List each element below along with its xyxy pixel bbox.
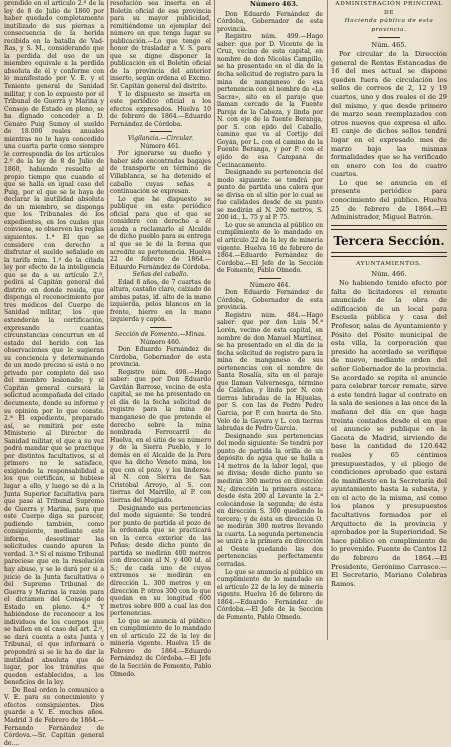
article-text: Lo que se anuncia al público en cumplimiento de lo mandado en el artículo 22 de la ley de minería vigente. Huelva 15 de Febrero de 1864.—Eduardo Fernández de Córdoba.—El Jefe de la Sección de Fomento, Pablo Olmedo. (110, 617, 211, 678)
article-text: Lo que se anuncia en el presente periódico para conocimiento del público. Huelva 25 de febrero de 1864.—El Administrador, Miguel Batrón. (331, 178, 447, 222)
notice-number: Número 461. (140, 142, 181, 150)
column-1 (4, 0, 104, 747)
notice-number: Núm. 466. (371, 270, 407, 279)
separator (259, 278, 281, 279)
double-rule (331, 225, 447, 230)
article-text: resolución sea inserta en el Boletín oficial de esa provincia para su mayor publicidad, remitiéndome un ejemplar del número en que tenga lugar su publicación.—Lo que tengo el honor de trasladar a V. S. para que se digne disponer la publicación en el Boletín oficial de la provincia del anterior inserto, según ordena el Excmo. Sr. Capitán general del distrito. (110, 0, 211, 91)
article-text: Por ignorarse su dueño y haber sido encontradas bagajes de transporte en término de Villablanca, se ha detenido el caballo cuyas señas a continuación se expresan. (110, 150, 211, 196)
column-divider (214, 0, 215, 640)
article-text: Registro núm. 484.—Hago saber: que por don Luis M.ª Lorén, vecino de esta capital, en nombre de don Manuel Martínez, se ha presentado en el día de la fecha solicitud de registro para la mina de manganeso de sus pertenencias con el nombre de Santa Rosalía, sita en el paraje que llaman Valvernesga, término de Calañas, y linda por N. con tierras labradas de la Hijuelas, por S. con las de Pedro Pedro Garcia, por P. con huerta de Sto. Velo de la Gayera y L. con tierras labradas de Pedro Garcia. (217, 311, 323, 433)
section-heading: Señas del caballo. (132, 271, 189, 279)
article-text: Lo que he dispuesto se publique en este periódico oficial para que el que se considere con derecho a él acuda a reclamarlo al Alcalde de dicho pueblo para su entrega al que se le dé la forma que acredite su pertenencia. Huelva 22 de febrero de 1864.—Eduardo Fernández de Córdoba. (110, 195, 211, 271)
separator (150, 131, 172, 132)
column-2 (110, 0, 211, 678)
column-4 (331, 0, 447, 640)
section-heading: Sección de Fomento.—Minas. (114, 330, 207, 338)
article-text: Lo que se anuncia al público en cumplimiento de lo mandado en el artículo 22 de la ley de minería vigente. Huelva 16 de febrero de 1864.—Eduardo Fernández de Córdoba.—El Jefe de la Sección de Fomento, Pablo Olmedo. (217, 568, 323, 621)
notice-number: Número 460. (140, 338, 181, 346)
section-title: Tercera Sección. (333, 233, 445, 248)
article-text: Designando sus pertenencias del modo siguiente: Se tendrá por punto de partida la orilla de un depósito de agua que se halla a 14 metros de la labor legal, que se divisa; desde dicho punto se medirán 300 metros en dirección N.; dirección la primera estaca: desde ésta 200 al Levante la 2.ª colocándose la segunda; de ésta en dirección S. 300 quedando la tercera; y de ésta en dirección O. se medirán 300 metros llevando la cuarta. La segunda pertenencia se unirá a la primera en dirección al Oeste quedando las dos pertenencias perfectamente cerradas. (217, 432, 323, 568)
separator (150, 327, 172, 328)
column-divider (107, 0, 108, 640)
article-text: Don Eduardo Fernández de Córdoba, Gobernador de esta provincia. (217, 10, 323, 33)
article-text: Don Eduardo Fernández de Córdoba, Gobernador de esta provincia. (110, 346, 211, 369)
column-3 (217, 0, 323, 640)
article-text: Lo que se anuncia al público en cumplimiento de lo mandado en el artículo 22 de la ley de minería vigente. Huelva 16 de febrero de 1864.—Eduardo Fernández de Córdoba.—El Jefe de la Sección de Fomento, Pablo Olmedo. (217, 221, 323, 275)
article-text: Y lo dispuesto se inserta en este periódico oficial a los efectos expresados. Huelva 10 de febrero de 1864.—Eduardo Fernández de Córdoba. (110, 90, 211, 128)
article-text: Designando sus pertenencias del modo siguiente: Se tendrá por punto de partida el pozo de la ordenada que se practicará en la cerca exterior de las Peñas; desde dicho punto de partida se medirán 400 metros con dirección al N. y 400 id. al S.; de cada uno de cuyos extremos se medirán en dirección L. 300 metros y en dirección P. otros 300 con lo que quedan en su longitud 600 metros sobre 800 a cual las dos pertenencias. (110, 504, 211, 618)
double-rule (331, 252, 447, 257)
section-heading: AYUNTAMIENTOS. (356, 260, 422, 267)
section-heading: Vigilancia.—Circular. (127, 135, 194, 143)
article-text: Por circular de la Dirección general de Rentas Estancadas de 16 del mes actual se dispone queden fuera de circulación los sellos de correos de 2, 12 y 19 cuartos, uno y dos reales el de 29 del mismo, y que desde primero de marzo sean reemplazados con otros nuevos que expresa el año. El canje de dichos sellos tendrá lugar en el expresado mes de marzo bajo las mismas formalidades que se ha verificado en enero con los de cuatro cuartos. (331, 49, 447, 179)
article-text: prendido en el artículo 2.º de la ley de 8 de Julio de 1860 por haber quedado completamente inutilizado de sus piernas a consecuencia de la herida recibida en la batalla de Vad-Ras, y S. M., considerando que la perdida del uso de un miembro equivale a la perdida absoluta de él y conforme con lo manifestado por V. E. y el Teniente general de Sanidad militar, y con lo expuesto por el Tribunal de Guerra y Marina y Consejo de Estado en pleno, se ha dignado conceder a D. Genaro Puig Sumoy el sueldo de 18.000 reales anuales mientras no le haya concedido una cuarta parte como siempre le correspondía de los artículos 2.º de la ley de 8 de Julio de 1860, habiendo resuelto al propio tiempo que cuando el que se halla en igual caso del Puig, por el que se le haya de declarar la inutilidad absoluta de un miembro, se disponga que los Tribunales de los expedientes, en los cuales que conviene, se observen las reglas siguientes. 1.ª El que se considere con derecho a disfrutar el sueldo señalado en la tarifa núm. 1.º de la citada ley por efecto de la inteligencia que se da a su artículo 2.º, pedirá al Capitán general del distrito en donde resida, que disponga el reconocimiento por tres médicos del Cuerpo de Sanidad militar, los que extenderán la certificación, expresando cuantas circunstancias concurran en el estado del herido con las observaciones que le sugieran su conciencia y determinando de un modo preciso si está o no privado por completo del uso del miembro lesionado; y el Capitán general cursará la solicitud acompañada del citado documento, donde su informe y su opinión por lo que conste. 2.ª El expediente, preparado así, se remitirá por este Ministerio al Director de Sanidad militar, el que a su vez podrá mandar que se practique por distintos facultativos, si el primero no le satisface, exigiendo la responsabilidad a los que certifican, si hubiese lugar a ello, y luego se dé a la Junta Superior facultativa para que pase al Tribunal Supremo de Guerra y Marina, para que este Cuerpo diga su parecer, pudiendo también, como consiguiente, mediante este informe, desestimar las solicitudes cuando apuren la verdad. 3.ª Si el mismo Tribunal pareciese que en la resolución hay abuso, y se le dará por si a juicio de la Junta facultativa o del Supremo Tribunal de Guerra y Marina la razón para el dictamen del Consejo de Estado en pleno. 4.ª Y habiéndose de reconocer a los individuos de los cuerpos que se hallen en el caso del art. 2.º, se dará cuenta a esta Junta y Tribunal, el que informará o propondrá si se le ha de dar la inutilidad absoluta que dé lugar, por los trámites que queden establecidos, a los beneficios de la ley. (4, 0, 104, 687)
article-text: Registro núm. 498.—Hago saber: que por Don Eduardo Gavilán Barroso, vecino de esta capital, se me ha presentado en el día de la fecha solicitud de registro para la mina de manganeso de que pretende el derecho sobre la mina nombrada Ferrocarril de Huelva, en el sitio de su número y de la Sierra Pueblo, y lo demás en el Alcalde de la Pera que ha dicho Veneto mina, los que con el pozo, y los linderos: al N. con Sierra de San Cristóbal Arroyo, al S. con tierras del Marrillo, al P. con tierras del Mugiado. (110, 368, 211, 504)
article-text: De Real orden lo comunico a V. E. para su conocimiento y efectos consiguientes. Dios guarde a V. E. muchos años. Madrid 3 de Febrero de 1864.—Fernando Fernández de Córdova.—Sr. Capitán general de.... (4, 686, 104, 747)
article-text: Designando su pertenencia del modo siguiente: se tendrá por punto de partida una calera que se divisa en el sitio por lo cual se fue calidades desde de su punto se medirán al N. 200 metros, S. 200 id., L. 75 y al P. 75. (217, 169, 323, 222)
article-text: Edad 8 años, de 7 cuartas de altura, castaño claro, calzado de ambas patas, id. alto de la mano izquierda, pelos blancos en la frente, hierro en la mano izquierda y capón. (110, 278, 211, 324)
separator (378, 37, 400, 38)
notice-number: Número 464. (249, 281, 291, 289)
article-text: Registro núm. 499.—Hago saber: que por D. Vicente de la Cruz, vecino de esta capital, en nombre de don Nicolás Campillo, se ha presentado en el día de la fecha solicitud de registro para la mina de manganeso de esa pertenencia con el nombre de «La Sacra», sito en el paraje que llaman cercado de la Fuente Pareja de la Cabeza, y linda por N. con eje de la fuente Beranga, por S. con ejido del Caballo, camino que va al Cortijo del Goyán, por L. con el camino de la Fuente Beranga, y por P. con el ejido de esa Campana de Cecinacamente. (217, 33, 323, 169)
section-subheading: Hacienda pública de esta provincia. (344, 18, 434, 33)
notice-number: Núm. 465. (371, 41, 407, 50)
section-heading: ADMINISTRACIÓN PRINCIPAL DE (335, 1, 443, 16)
column-divider (327, 0, 328, 640)
article-text: Don Eduardo Fernández de Córdoba, Gobernador de esta provincia. (217, 289, 323, 312)
notice-number: Número 463. (249, 0, 299, 8)
article-text: No habiendo tenido efecto por falta de licitadores el remate anunciado de la obra de edificación de un local para Escuela pública y casa del Profesor, salas de Ayuntamiento y Pósito del Pósito municipal de esta villa, la corporación que presido ha acordado se verifique de nuevo, mediante orden del señor Gobernador de la provincia. Se acordado se repita el anuncio para celebrar tercer remate, sirve a este tendrá lugar el contrato en la sala de sesiones a las once de la mañana del día en que haga treinta contados desde el en que el anuncio se publique en la Gaceta de Madrid, sirviendo de base la cantidad de 120.642 reales y 65 céntimos presupuestados, y el pliego de condiciones aprobado que estará de manifiesto en la Secretaría del ayuntamiento hasta la subasta, y en el acto de la misma, así como los planos y presupuestos facultativos formados por el Arquitecto de la provincia y aprobados por la Superioridad. Se hace público en cumplimiento de lo prevenido. Fuente de Cantos 12 de febrero de 1864.—El Presidente, Gerónimo Carrasco.—El Secretario, Mariano Colebras Ramos. (331, 279, 447, 588)
